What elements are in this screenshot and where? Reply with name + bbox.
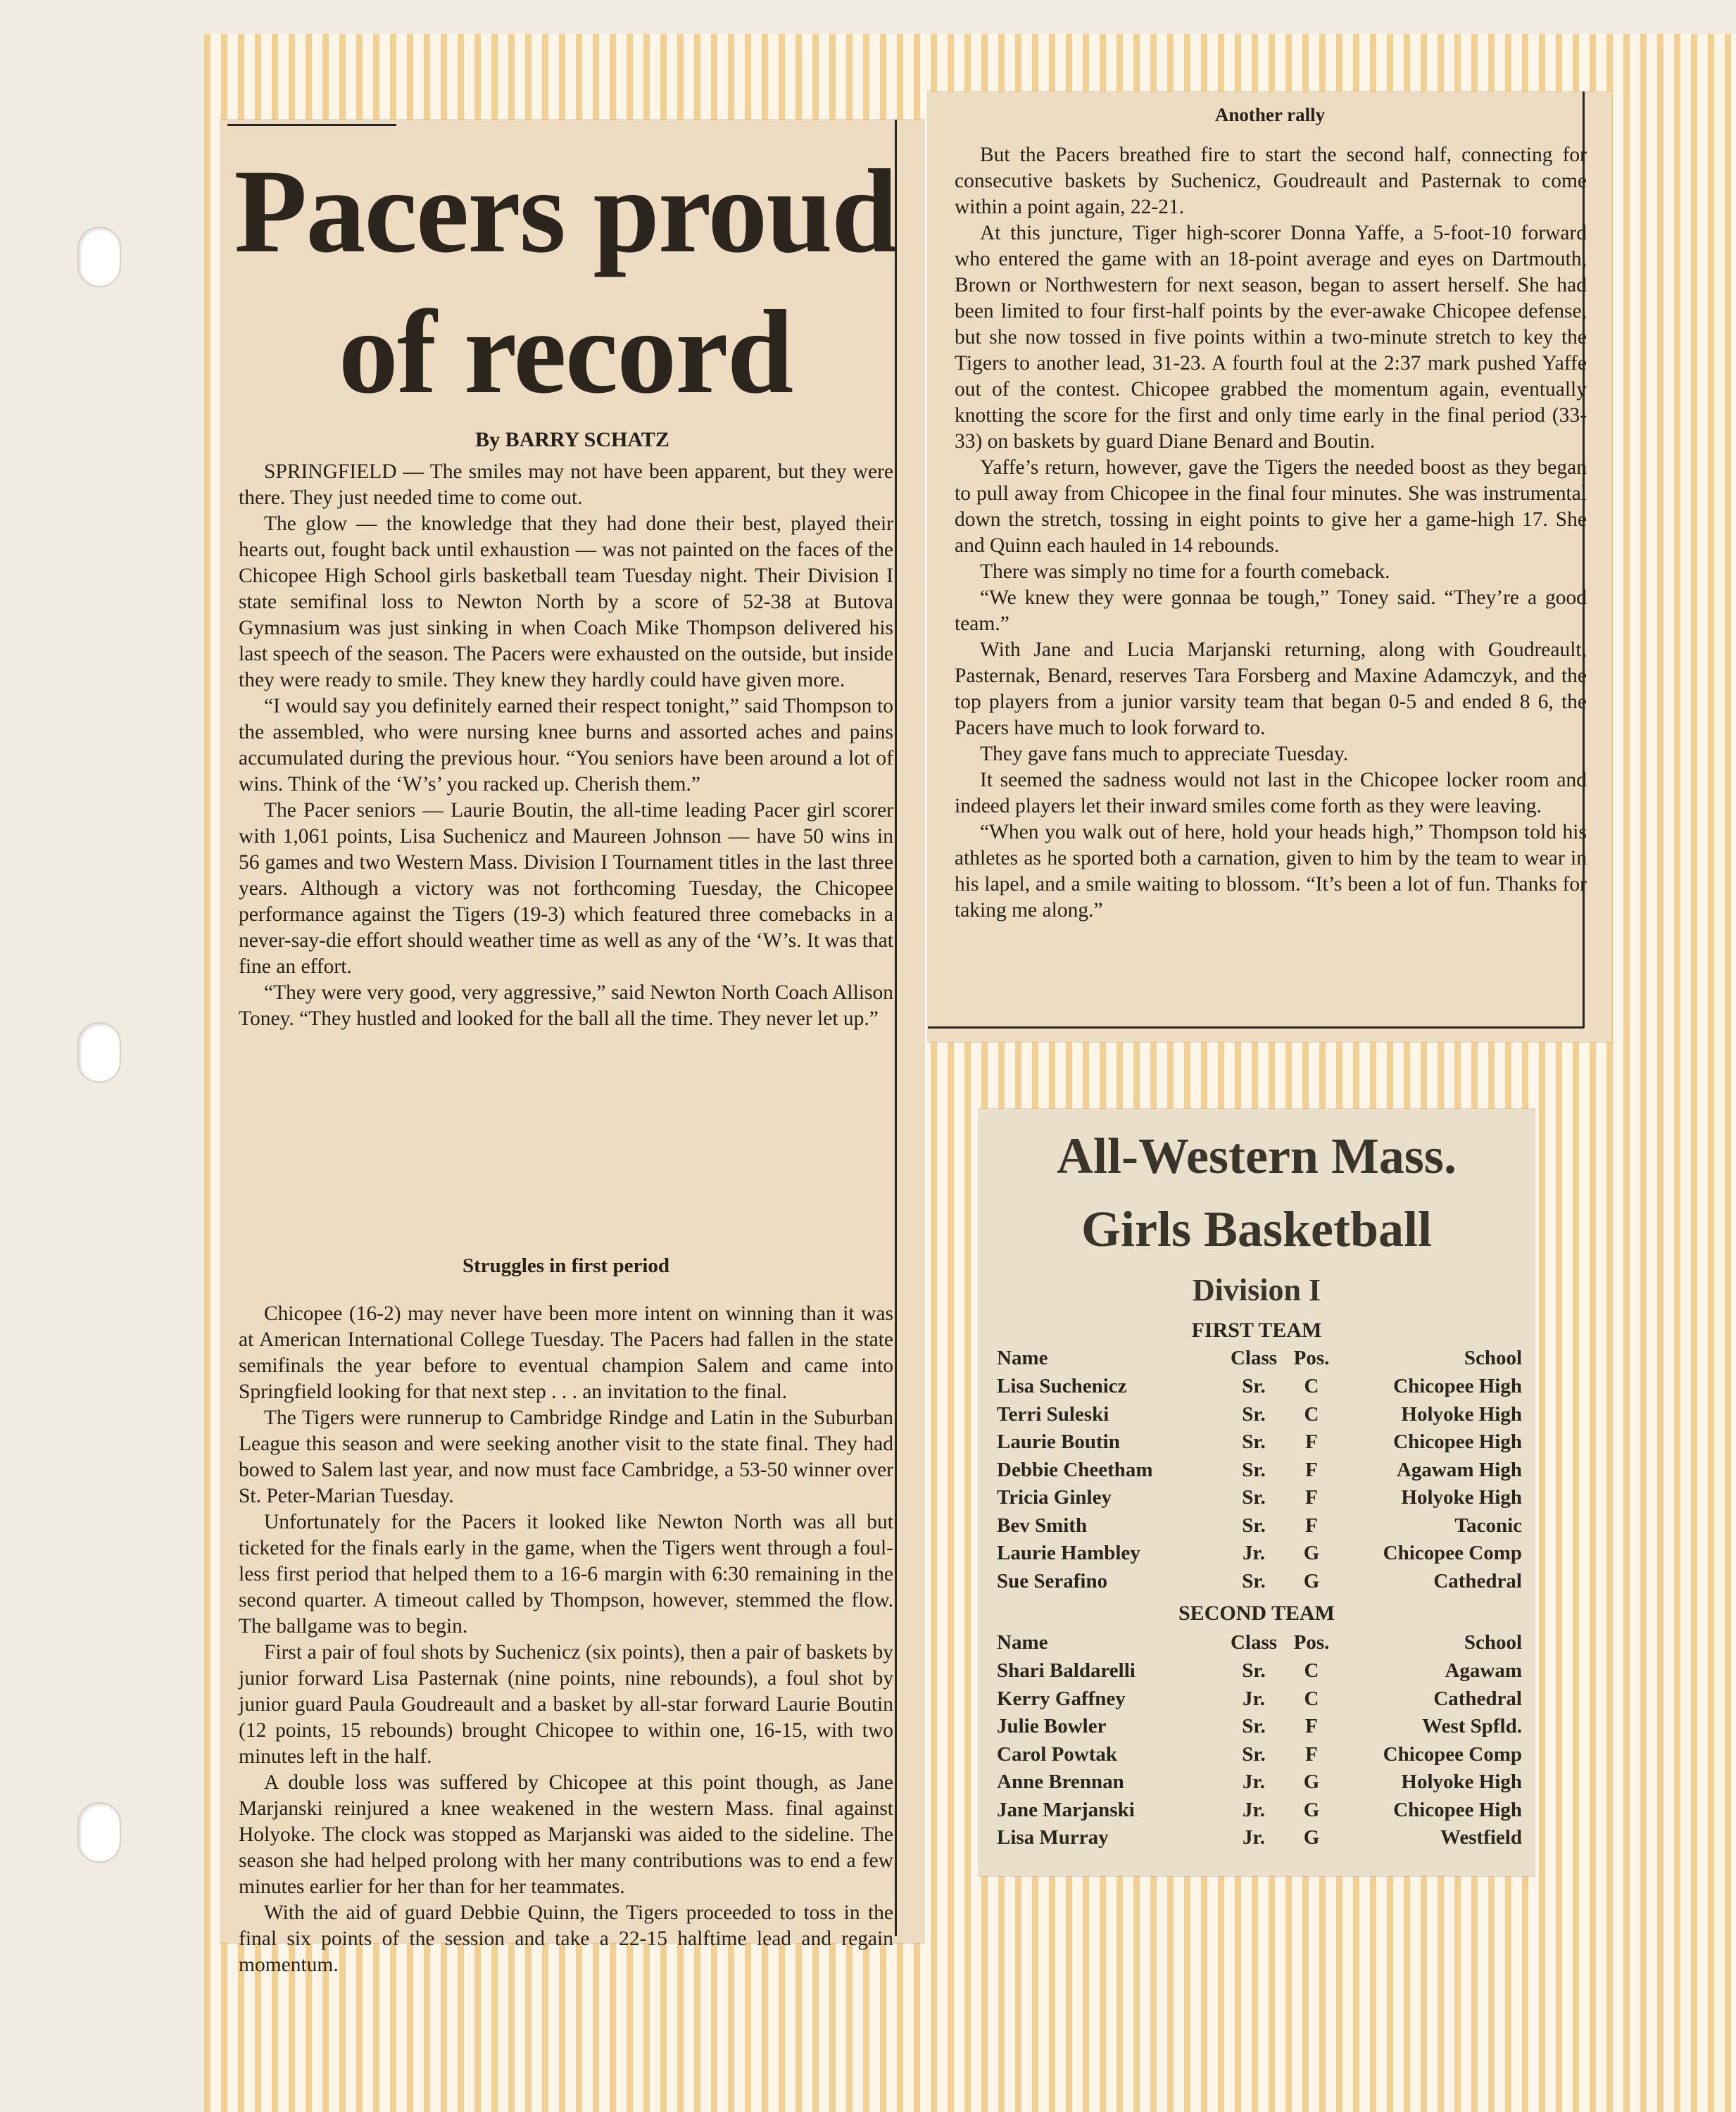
second-team-label: SECOND TEAM <box>1178 1602 1335 1625</box>
header-school: School <box>1464 1347 1522 1369</box>
player-position: G <box>1303 1771 1320 1793</box>
paragraph: A double loss was suffered by Chicopee at this point though, as Jane Marjanski reinjured a knee weakened in the western Mass. final against Holyoke. The clock was stopped as Marjanski was aided to the sideline. The season she had helped prolong with her many contributions was to end a few minutes earlier for her than for her teammates. <box>239 1771 893 1898</box>
paragraph: At this juncture, Tiger high-scorer Donna Yaffe, a 5-foot-10 forward who entered the game with an 18-point average and eyes on Dartmouth, Brown or Northwestern for next season, began to assert herself. She had been limited to four first-half points by the ever-awake Chicopee defense, but she now tossed in five points within a two-minute stretch to key the Tigers to another lead, 31-23. A fourth foul at the 2:37 mark pushed Yaffe out of the contest. Chicopee grabbed the momentum again, eventually knotting the score for the first and only time early in the final period (33-33) on baskets by guard Diane Benard and Boutin. <box>955 222 1587 453</box>
table-row <box>997 1431 1522 1459</box>
paragraph: With Jane and Lucia Marjanski returning, along with Goudreault, Pasternak, Benard, reserves Tara Forsberg and Maxine Adamczyk, and the top players from a junior varsity team that began 0-5 and ended 8 6, the Pacers have much to look forward to. <box>955 639 1587 739</box>
player-school: Taconic <box>1454 1514 1522 1537</box>
paragraph: “When you walk out of here, hold your heads high,” Thompson told his athletes as he sported both a carnation, given to him by the team to wear in his lapel, and a smile waiting to blossom. “It’s been a lot of fun. Thanks for taking me along.” <box>955 821 1587 922</box>
player-position: C <box>1304 1375 1319 1397</box>
player-class: Sr. <box>1242 1431 1266 1453</box>
bottom-rule <box>928 1026 1584 1029</box>
paragraph: “We knew they were gonnaa be tough,” Toney said. “They’re a good team.” <box>955 586 1587 635</box>
player-class: Jr. <box>1243 1826 1265 1849</box>
player-class: Sr. <box>1242 1742 1266 1766</box>
table-row <box>997 1486 1522 1514</box>
player-school: Cathedral <box>1433 1569 1522 1592</box>
player-school: Westfield <box>1440 1826 1522 1849</box>
player-position: G <box>1303 1826 1320 1849</box>
paragraph: With the aid of guard Debbie Quinn, the Tigers proceeded to toss in the final six points of the session and take a 22-15 halftime lead and regain momentum. <box>239 1902 893 1976</box>
headline <box>227 141 903 422</box>
header-pos: Pos. <box>1293 1631 1330 1654</box>
division-label: Division I <box>1192 1273 1321 1307</box>
paragraph: First a pair of foul shots by Suchenicz (six points), then a pair of baskets by junior forward Lisa Pasternak (nine points, nine rebounds), a foul shot by junior guard Paula Goudreault and a basket by all-star forward Laurie Boutin (12 points, 15 rebounds) brought Chicopee to within one, 16-15, with two minutes left in the half. <box>239 1641 893 1768</box>
paragraph: They gave fans much to appreciate Tuesday. <box>980 743 1349 765</box>
player-class: Jr. <box>1243 1771 1265 1793</box>
player-position: F <box>1305 1514 1318 1537</box>
paragraph: Yaffe’s return, however, gave the Tigers the needed boost as they began to pull away from Chicopee in the final four minutes. She was instrumental down the stretch, tossing in eight points to give her a game-high 17. She and Quinn each hauled in 14 rebounds. <box>955 456 1587 557</box>
paragraph: Unfortunately for the Pacers it looked like Newton North was all but ticketed for the finals early in the game, when the Tigers went through a foul-less first period that helped them to a 16-6 margin with 6:30 remaining in the second quarter. A timeout called by Thompson, however, stemmed the flow. The ballgame was to begin. <box>239 1511 893 1638</box>
player-name: Kerry Gaffney <box>997 1687 1126 1710</box>
binder-hole-top <box>77 227 121 287</box>
first-team-header-row <box>997 1347 1522 1375</box>
subhead-another-rally: Another rally <box>1214 104 1326 125</box>
player-school: Holyoke High <box>1401 1402 1522 1426</box>
paragraph: There was simply no time for a fourth comeback. <box>980 560 1390 583</box>
paragraph: It seemed the sadness would not last in the Chicopee locker room and indeed players let their inward smiles come forth as they were leaving. <box>955 769 1587 817</box>
player-class: Sr. <box>1242 1375 1266 1397</box>
paragraph: SPRINGFIELD — The smiles may not have been apparent, but they were there. They just needed time to come out. <box>239 460 893 509</box>
player-position: F <box>1305 1458 1318 1481</box>
table-row <box>997 1403 1522 1431</box>
binder-hole-middle <box>77 1022 121 1083</box>
paragraph: “They were very good, very aggressive,” said Newton North Coach Allison Toney. “They hustled and looked for the ball all the time. They never let up.” <box>239 981 893 1030</box>
allstar-title-line-2: Girls Basketball <box>1081 1201 1433 1257</box>
player-name: Terri Suleski <box>997 1402 1109 1426</box>
player-position: G <box>1303 1542 1320 1564</box>
player-position: G <box>1303 1569 1320 1592</box>
player-school: Chicopee High <box>1393 1431 1522 1453</box>
article-column-1b <box>239 1301 893 1978</box>
player-school: Chicopee Comp <box>1383 1742 1522 1766</box>
paragraph: The glow — the knowledge that they had done their best, played their hearts out, fought back until exhaustion — was not painted on the faces of the Chicopee High School girls basketball team Tuesday night. Their Division I state semifinal loss to Newton North by a score of 52-38 at Butova Gymnasium was just sinking in when Coach Mike Thompson delivered his last speech of the season. The Pacers were exhausted on the outside, but inside they were ready to smile. They knew they hardly could have given more. <box>239 513 893 691</box>
header-name: Name <box>997 1631 1048 1654</box>
player-class: Jr. <box>1243 1798 1265 1821</box>
header-school: School <box>1464 1631 1522 1654</box>
paragraph: The Pacer seniors — Laurie Boutin, the all-time leading Pacer girl scorer with 1,061 points, Lisa Suchenicz and Maureen Johnson — have 50 wins in 56 games and two Western Mass. Division I Tournament titles in the last three years. Although a victory was not forthcoming Tuesday, the Chicopee performance against the Tigers (19-3) which featured three comebacks in a never-say-die effort should weather time as well as any of the ‘W’s. It was that fine an effort. <box>239 799 893 978</box>
paragraph: “I would say you definitely earned their respect tonight,” said Thompson to the assembled, who were nursing knee burns and assorted aches and pains accumulated during the previous hour. “You seniors have been around a lot of wins. Think of the ‘W’s’ you racked up. Cherish them.” <box>239 695 893 796</box>
player-name: Bev Smith <box>997 1514 1088 1537</box>
byline: By BARRY SCHATZ <box>475 428 669 451</box>
player-name: Shari Baldarelli <box>997 1659 1136 1682</box>
article-column-2 <box>955 142 1587 924</box>
player-class: Sr. <box>1242 1486 1266 1509</box>
table-row <box>997 1799 1522 1827</box>
table-row <box>997 1375 1522 1403</box>
player-position: C <box>1304 1402 1319 1426</box>
player-position: F <box>1305 1742 1318 1766</box>
player-school: Holyoke High <box>1401 1486 1522 1509</box>
second-team-header-row <box>997 1631 1522 1659</box>
player-name: Tricia Ginley <box>997 1486 1112 1509</box>
allstar-clipping <box>979 1109 1535 1876</box>
player-school: Chicopee Comp <box>1383 1542 1522 1564</box>
player-position: F <box>1305 1486 1318 1509</box>
player-name: Sue Serafino <box>997 1569 1108 1592</box>
player-name: Debbie Cheetham <box>997 1458 1153 1481</box>
table-row <box>997 1826 1522 1854</box>
table-row <box>997 1659 1522 1687</box>
paragraph: But the Pacers breathed fire to start the second half, connecting for consecutive baskets by Suchenicz, Goudreault and Pasternak to come within a point again, 22-21. <box>955 144 1587 218</box>
player-school: Chicopee High <box>1393 1798 1522 1821</box>
player-position: C <box>1304 1659 1319 1682</box>
player-name: Laurie Hambley <box>997 1542 1140 1564</box>
table-row <box>997 1715 1522 1743</box>
table-row <box>997 1542 1522 1570</box>
table-row <box>997 1570 1522 1598</box>
player-class: Sr. <box>1242 1569 1266 1592</box>
article-column-1a <box>239 459 893 1032</box>
header-pos: Pos. <box>1293 1347 1330 1369</box>
player-name: Lisa Suchenicz <box>997 1375 1127 1397</box>
player-class: Jr. <box>1243 1542 1265 1564</box>
player-school: Agawam High <box>1396 1458 1522 1481</box>
table-row <box>997 1743 1522 1771</box>
allstar-title-line-1: All-Western Mass. <box>1057 1128 1457 1184</box>
player-class: Sr. <box>1242 1402 1266 1426</box>
player-name: Julie Bowler <box>997 1715 1107 1737</box>
table-row <box>997 1459 1522 1487</box>
binder-hole-bottom <box>77 1802 121 1863</box>
paragraph: The Tigers were runnerup to Cambridge Rindge and Latin in the Suburban League this season and were seeking another visit to the state final. They had bowed to Salem last year, and now must face Cambridge, a 53-50 winner over St. Peter-Marian Tuesday. <box>239 1407 893 1507</box>
player-name: Lisa Murray <box>997 1826 1109 1849</box>
player-name: Laurie Boutin <box>997 1431 1120 1453</box>
player-class: Sr. <box>1242 1514 1266 1537</box>
player-school: Cathedral <box>1433 1687 1522 1710</box>
player-position: G <box>1303 1798 1320 1821</box>
table-row <box>997 1687 1522 1716</box>
first-team-label: FIRST TEAM <box>1191 1319 1322 1342</box>
player-name: Jane Marjanski <box>997 1798 1135 1821</box>
header-class: Class <box>1230 1631 1278 1654</box>
article-clipping-right <box>928 92 1612 1042</box>
headline-line-1: Pacers proud <box>234 145 897 277</box>
player-school: Chicopee High <box>1393 1375 1522 1397</box>
article-clipping-left <box>220 120 924 1976</box>
player-position: C <box>1304 1687 1319 1710</box>
player-school: West Spfld. <box>1422 1715 1522 1737</box>
header-class: Class <box>1230 1347 1278 1369</box>
player-position: F <box>1305 1715 1318 1737</box>
player-position: F <box>1305 1431 1318 1453</box>
header-name: Name <box>997 1347 1048 1369</box>
player-class: Sr. <box>1242 1458 1266 1481</box>
table-row <box>997 1771 1522 1799</box>
player-school: Holyoke High <box>1401 1771 1522 1793</box>
paragraph: Chicopee (16-2) may never have been more intent on winning than it was at American International College Tuesday. The Pacers had fallen in the state semifinals the year before to eventual champion Salem and came into Springfield looking for that next step . . . an invitation to the final. <box>239 1302 893 1403</box>
table-row <box>997 1514 1522 1542</box>
player-class: Sr. <box>1242 1659 1266 1682</box>
headline-line-2: of record <box>338 286 793 418</box>
subhead-struggles: Struggles in first period <box>462 1255 670 1277</box>
top-rule <box>227 124 396 126</box>
player-class: Jr. <box>1243 1687 1265 1710</box>
player-school: Agawam <box>1445 1659 1522 1682</box>
player-name: Anne Brennan <box>997 1771 1124 1793</box>
player-name: Carol Powtak <box>997 1742 1118 1766</box>
player-class: Sr. <box>1242 1715 1266 1737</box>
